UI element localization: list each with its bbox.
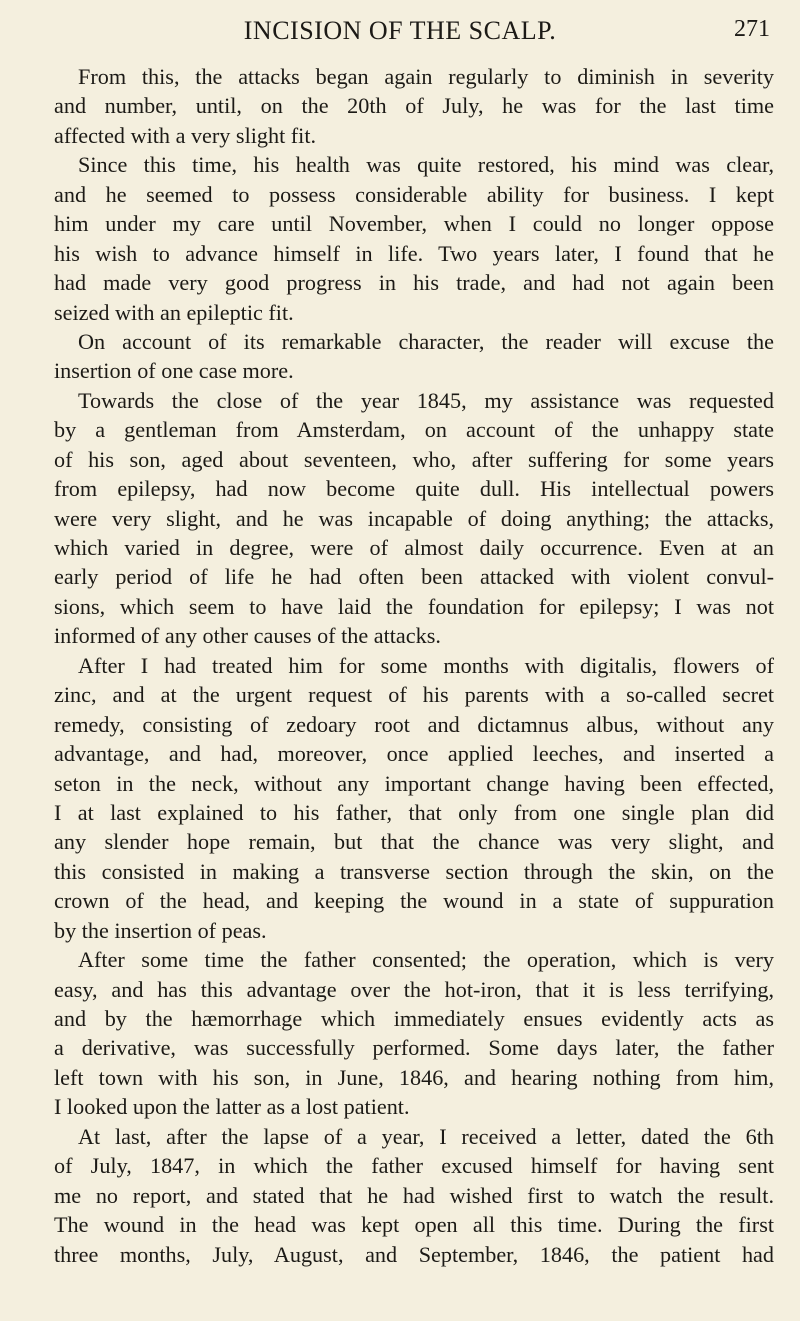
text-line: him under my care until November, when I could no longer oppose [54, 211, 774, 237]
text-line: of July, 1847, in which the father excused himself for having sent [54, 1153, 774, 1179]
text-line: any slender hope remain, but that the chance was very slight, and [54, 829, 774, 855]
text-line: of his son, aged about seventeen, who, after suffering for some years [54, 446, 774, 472]
running-head-title: INCISION OF THE SCALP. [243, 16, 557, 45]
text-line: Since this time, his health was quite restored, his mind was clear, [78, 152, 774, 178]
text-line: easy, and has this advantage over the hot-iron, that it is less terrifying, [54, 976, 774, 1002]
text-line: crown of the head, and keeping the wound in a state of suppuration [54, 888, 774, 914]
text-line: At last, after the lapse of a year, I received a letter, dated the 6th [78, 1123, 774, 1149]
text-line: seized with an epileptic fit. [54, 299, 294, 325]
text-line: informed of any other causes of the attacks. [54, 623, 441, 649]
text-line: remedy, consisting of zedoary root and dictamnus albus, without any [54, 711, 774, 737]
text-line: I at last explained to his father, that only from one single plan did [54, 799, 774, 825]
text-line: seton in the neck, without any important change having been effected, [54, 770, 774, 796]
text-line: three months, July, August, and September, 1846, the patient had [54, 1241, 774, 1267]
body-text [54, 62, 774, 1269]
text-line: were very slight, and he was incapable of doing anything; the attacks, [54, 505, 774, 531]
text-line: From this, the attacks began again regularly to diminish in severity [78, 64, 774, 89]
text-line: had made very good progress in his trade, and had not again been [54, 270, 774, 296]
text-line: zinc, and at the urgent request of his parents with a so-called secret [54, 682, 774, 708]
text-line: On account of its remarkable character, the reader will excuse the [78, 328, 774, 354]
text-line: from epilepsy, had now become quite dull. His intellectual powers [54, 476, 774, 502]
text-line: and he seemed to possess considerable ability for business. I kept [54, 181, 774, 207]
text-line: The wound in the head was kept open all this time. During the first [54, 1212, 774, 1238]
text-line: After I had treated him for some months with digitalis, flowers of [78, 652, 774, 678]
text-line: which varied in degree, were of almost daily occurrence. Even at an [54, 535, 774, 560]
text-line: After some time the father consented; the operation, which is very [78, 947, 774, 973]
page-number: 271 [734, 16, 770, 42]
text-line: and by the hæmorrhage which immediately ensues evidently acts as [54, 1006, 774, 1031]
text-line: by the insertion of peas. [54, 917, 267, 943]
text-line: this consisted in making a transverse section through the skin, on the [54, 858, 774, 884]
text-line: sions, which seem to have laid the foundation for epilepsy; I was not [54, 593, 774, 619]
text-line: left town with his son, in June, 1846, and hearing nothing from him, [54, 1064, 774, 1090]
text-line: his wish to advance himself in life. Two years later, I found that he [54, 240, 774, 266]
text-line: insertion of one case more. [54, 358, 294, 384]
text-line: Towards the close of the year 1845, my assistance was requested [78, 387, 774, 413]
text-line: early period of life he had often been attacked with violent convul- [54, 564, 774, 590]
text-line: me no report, and stated that he had wished first to watch the result. [54, 1182, 774, 1208]
text-line: advantage, and had, moreover, once applied leeches, and inserted a [54, 741, 774, 767]
text-line: a derivative, was successfully performed. Some days later, the father [54, 1035, 774, 1061]
text-line: by a gentleman from Amsterdam, on account of the unhappy state [54, 417, 774, 443]
text-line: I looked upon the latter as a lost patient. [54, 1094, 410, 1120]
running-head [0, 16, 800, 50]
text-line: affected with a very slight fit. [54, 122, 317, 148]
text-line: and number, until, on the 20th of July, he was for the last time [54, 93, 774, 119]
